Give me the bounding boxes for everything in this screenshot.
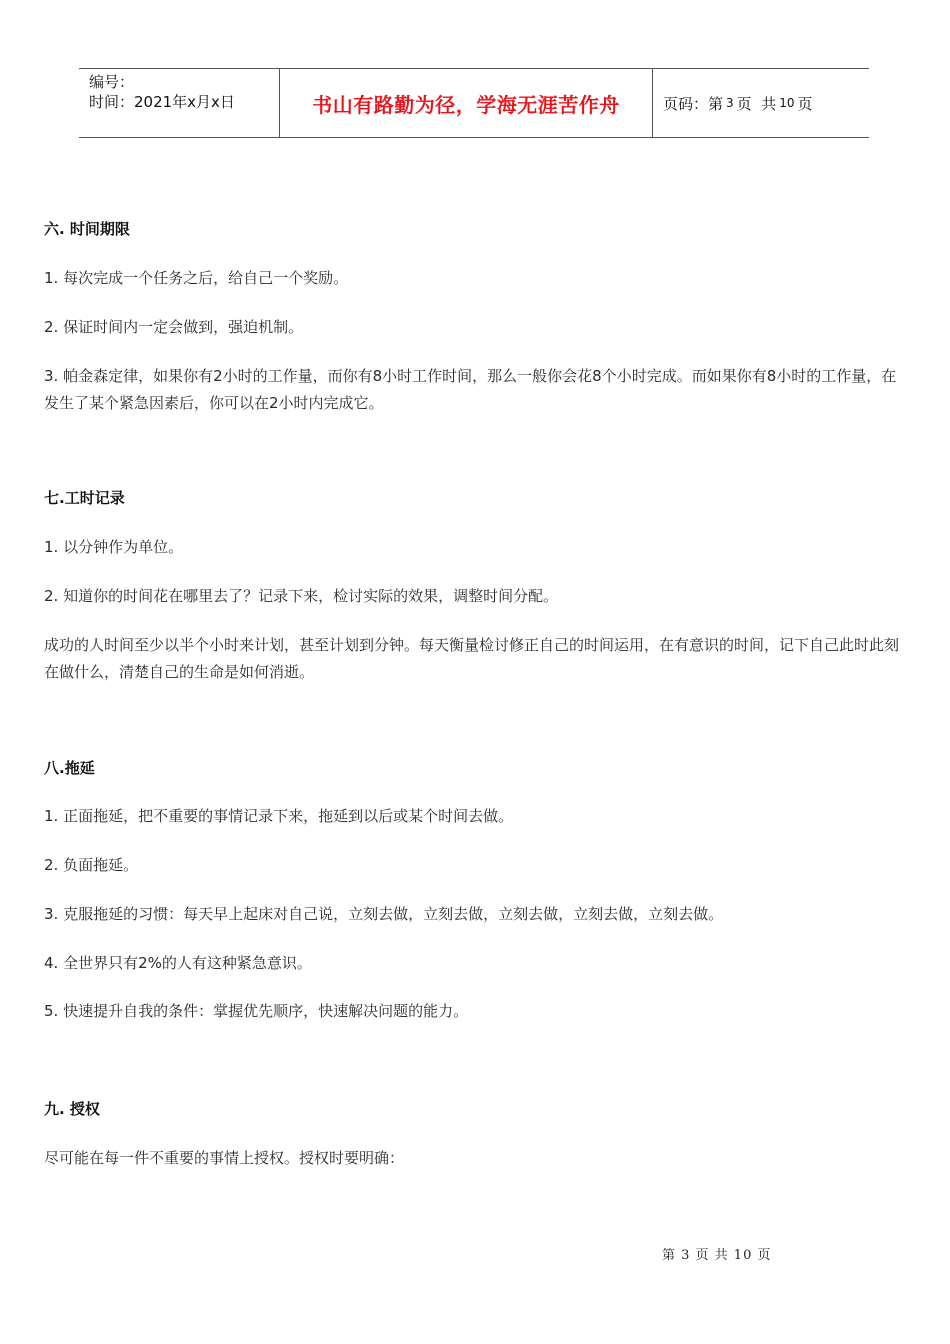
page-suffix: 页 [797, 94, 813, 113]
time-label: 时间：2021年x月x日 [89, 93, 235, 111]
page-footer: 第 3 页 共 10 页 [662, 1248, 772, 1263]
header-meta [79, 69, 280, 137]
paragraph: 尽可能在每一件不重要的事情上授权。授权时要明确： [44, 1149, 405, 1167]
paragraph: 成功的人时间至少以半个小时来计划，甚至计划到分钟。每天衡量检讨修正自己的时间运用，在有意识的时间，记下自己此时此刻在做什么，清楚自己的生命是如何消逝。 [44, 636, 900, 681]
section-heading: 九. 授权 [44, 1100, 100, 1118]
number-label: 编号： [89, 73, 135, 91]
page-prefix: 页码：第 [663, 94, 724, 113]
section-heading: 六. 时间期限 [44, 220, 130, 238]
page-mid: 页 共 [736, 94, 777, 113]
header-motto: 书山有路勤为径，学海无涯苦作舟 [280, 69, 653, 137]
page-total: 10 [779, 96, 795, 110]
paragraph: 4. 全世界只有2%的人有这种紧急意识。 [44, 954, 312, 972]
section-heading: 八.拖延 [44, 759, 95, 777]
section-heading: 七.工时记录 [44, 489, 125, 507]
paragraph: 5. 快速提升自我的条件：掌握优先顺序，快速解决问题的能力。 [44, 1002, 469, 1020]
paragraph: 1. 正面拖延，把不重要的事情记录下来，拖延到以后或某个时间去做。 [44, 807, 514, 825]
paragraph: 3. 克服拖延的习惯：每天早上起床对自己说，立刻去做，立刻去做，立刻去做，立刻去做，立刻去做。 [44, 905, 724, 923]
paragraph: 2. 保证时间内一定会做到，强迫机制。 [44, 318, 304, 336]
paragraph: 3. 帕金森定律，如果你有2小时的工作量，而你有8小时工作时间，那么一般你会花8个小时完成。而如果你有8小时的工作量，在发生了某个紧急因素后，你可以在2小时内完成它。 [44, 367, 897, 412]
header-page-number [653, 69, 869, 137]
paragraph: 1. 每次完成一个任务之后，给自己一个奖励。 [44, 269, 349, 287]
page-current: 3 [726, 96, 734, 110]
paragraph: 1. 以分钟作为单位。 [44, 538, 184, 556]
paragraph: 2. 负面拖延。 [44, 856, 139, 874]
page-header [79, 68, 869, 138]
paragraph: 2. 知道你的时间花在哪里去了？记录下来，检讨实际的效果，调整时间分配。 [44, 587, 559, 605]
